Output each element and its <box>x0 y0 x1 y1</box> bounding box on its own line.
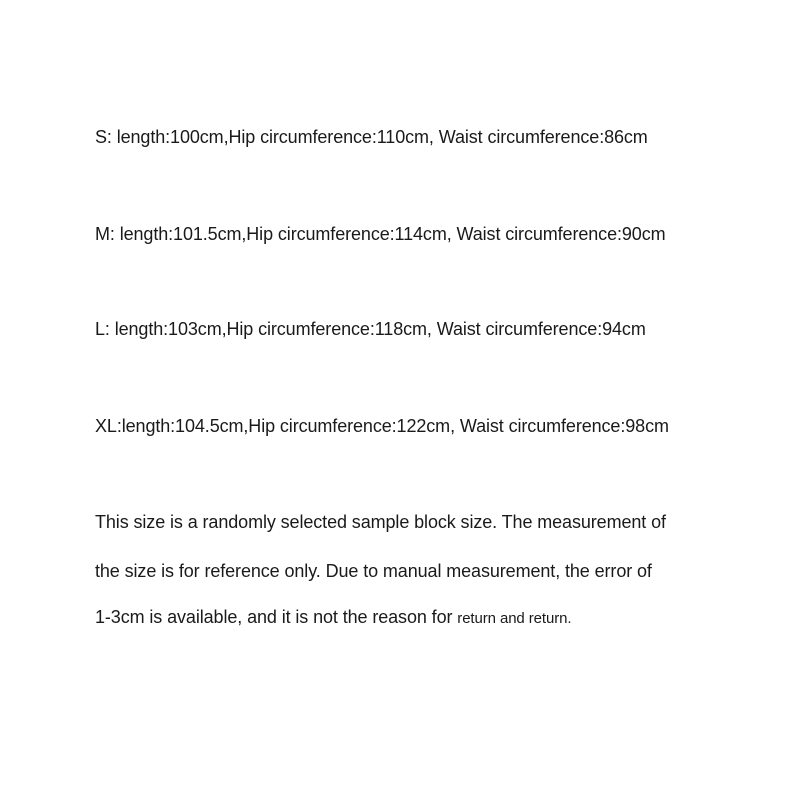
size-xl-line: XL:length:104.5cm,Hip circumference:122cm, Waist circumference:98cm <box>95 416 669 436</box>
size-m-line: M: length:101.5cm,Hip circumference:114cm, Waist circumference:90cm <box>95 224 666 244</box>
disclaimer-line-2: the size is for reference only. Due to manual measurement, the error of <box>95 561 652 581</box>
size-l-line: L: length:103cm,Hip circumference:118cm, Waist circumference:94cm <box>95 319 646 339</box>
size-s-line: S: length:100cm,Hip circumference:110cm, Waist circumference:86cm <box>95 127 648 147</box>
disclaimer-line-1: This size is a randomly selected sample block size. The measurement of <box>95 512 666 532</box>
disclaimer-line-3 <box>95 605 571 631</box>
disclaimer-line-3-main: 1-3cm is available, and it is not the reason for <box>95 607 453 627</box>
disclaimer-line-3-tail: return and return. <box>457 610 572 627</box>
